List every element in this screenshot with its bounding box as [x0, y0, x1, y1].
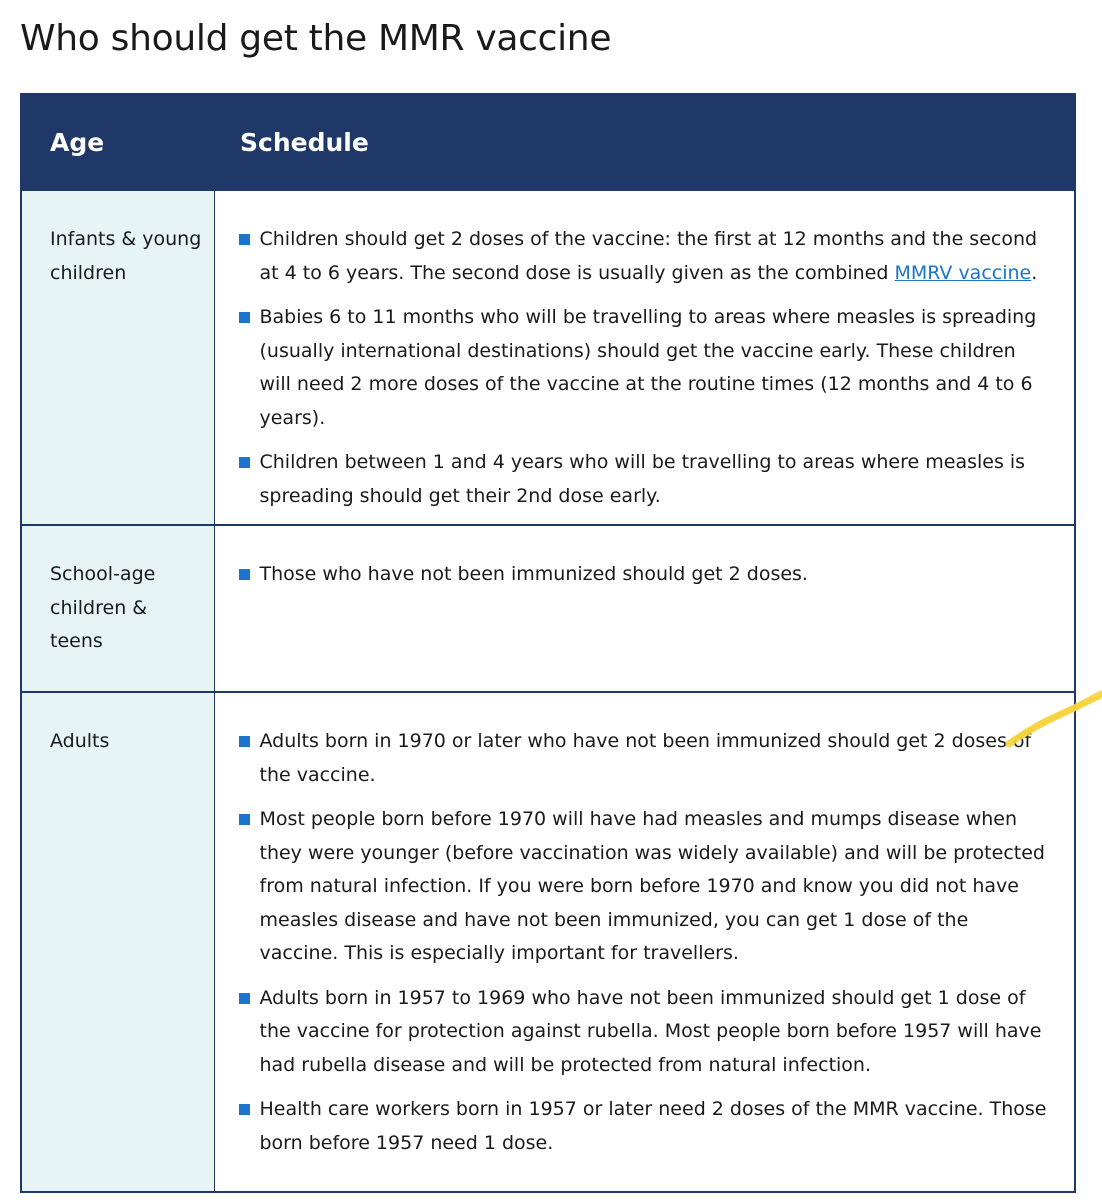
list-item	[239, 446, 1053, 513]
schedule-cell-infants	[214, 190, 1075, 525]
schedule-text: Health care workers born in 1957 or later need 2 doses of the MMR vaccine. Those born before 1957 need 1 dose.	[259, 1098, 1047, 1154]
vaccine-schedule-table	[20, 93, 1076, 1193]
schedule-list-infants	[239, 223, 1053, 513]
schedule-text: .	[1031, 261, 1038, 284]
age-column-header: Age	[21, 94, 214, 190]
bullet-square-icon	[239, 312, 250, 323]
table-row-school-age	[21, 525, 1075, 692]
bullet-square-icon	[239, 1104, 250, 1115]
age-label-adults: Adults	[50, 730, 110, 752]
table-row-adults	[21, 692, 1075, 1192]
schedule-text: Children should get 2 doses of the vaccine: the first at 12 months and the second at 4 to 6 years. The second dose is usually given as the combined	[259, 228, 1038, 284]
schedule-list-adults	[239, 725, 1053, 1160]
schedule-cell-adults	[214, 692, 1075, 1192]
schedule-column-header: Schedule	[214, 94, 1075, 190]
table-header-row	[21, 94, 1075, 190]
schedule-text: Adults born in 1957 to 1969 who have not been immunized should get 1 dose of the vaccine for protection against rubella. Most people born before 1957 will have had rubella disease and will be protected from natural infection.	[259, 986, 1042, 1076]
schedule-text: Adults born in 1970 or later who have not been immunized should get 2 doses of the vaccine.	[259, 730, 1032, 786]
list-item	[239, 725, 1053, 792]
age-cell-school-age	[21, 525, 214, 692]
bullet-square-icon	[239, 569, 250, 580]
list-item	[239, 803, 1053, 971]
bullet-square-icon	[239, 234, 250, 245]
schedule-text: Babies 6 to 11 months who will be travelling to areas where measles is spreading (usually international destinations) should get the vaccine early. These children will need 2 more doses of the vaccine at the routine times (12 months and 4 to 6 years).	[259, 306, 1037, 429]
schedule-text: Most people born before 1970 will have had measles and mumps disease when they were younger (before vaccination was widely available) and will be protected from natural infection. If you were born before 1970 and know you did not have measles disease and have not been immunized, you can get 1 dose of the vaccine. This is especially important for travellers.	[259, 808, 1045, 964]
table-row-infants	[21, 190, 1075, 525]
bullet-square-icon	[239, 736, 250, 747]
list-item	[239, 1093, 1053, 1160]
age-label-school-age: School-age children & teens	[50, 563, 156, 652]
age-cell-adults	[21, 692, 214, 1192]
schedule-list-school-age	[239, 558, 1053, 592]
bullet-square-icon	[239, 993, 250, 1004]
age-cell-infants	[21, 190, 214, 525]
mmrv-vaccine-link[interactable]: MMRV vaccine	[894, 261, 1032, 284]
bullet-square-icon	[239, 457, 250, 468]
list-item	[239, 558, 1053, 592]
age-label-infants: Infants & young children	[50, 228, 202, 284]
schedule-text: Those who have not been immunized should get 2 doses.	[259, 563, 808, 585]
list-item	[239, 301, 1053, 435]
bullet-square-icon	[239, 814, 250, 825]
list-item	[239, 223, 1053, 290]
schedule-cell-school-age	[214, 525, 1075, 692]
list-item	[239, 982, 1053, 1083]
page-title: Who should get the MMR vaccine	[20, 18, 612, 59]
schedule-text: Children between 1 and 4 years who will be travelling to areas where measles is spreading should get their 2nd dose early.	[259, 451, 1026, 507]
